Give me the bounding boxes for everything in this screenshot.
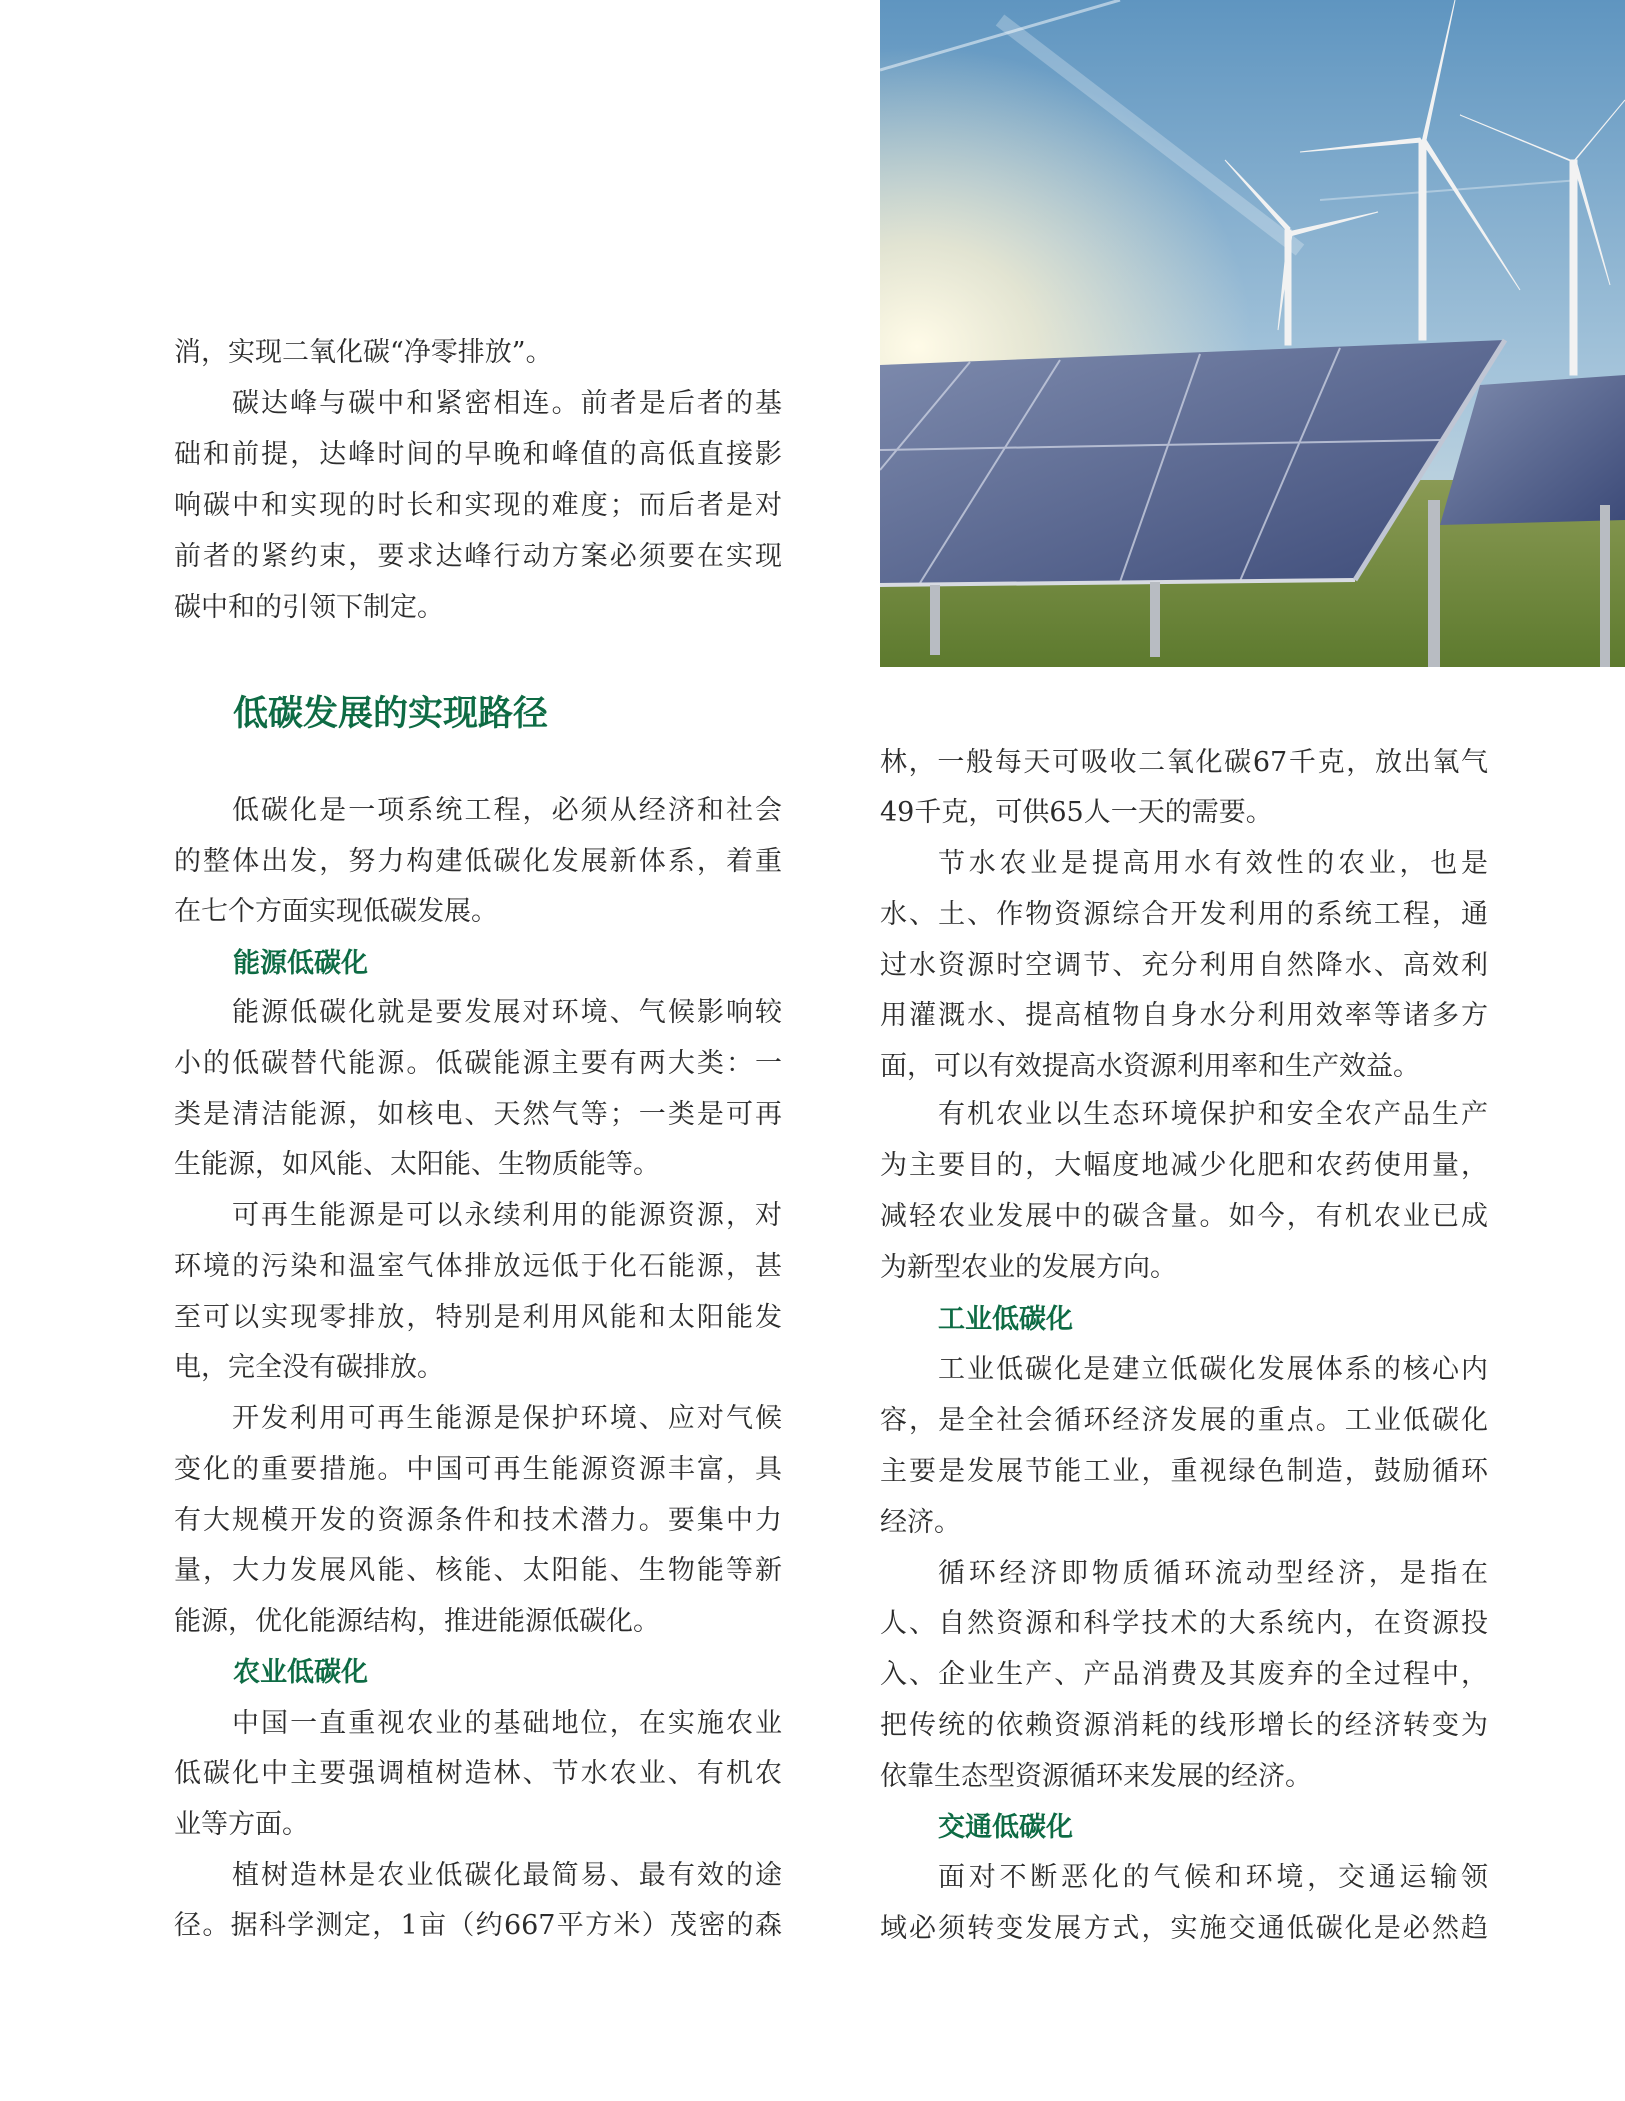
paragraph-line: 环境的污染和温室气体排放远低于化石能源，甚 xyxy=(174,1251,782,1282)
paragraph-line: 面，可以有效提高水资源利用率和生产效益。 xyxy=(880,1051,1420,1082)
paragraph-line: 面对不断恶化的气候和环境，交通运输领 xyxy=(938,1862,1488,1893)
subheading-agriculture: 农业低碳化 xyxy=(233,1657,368,1688)
paragraph-line: 础和前提，达峰时间的早晚和峰值的高低直接影 xyxy=(174,439,782,470)
paragraph-line: 为新型农业的发展方向。 xyxy=(880,1252,1177,1283)
paragraph-line: 类是清洁能源，如核电、天然气等；一类是可再 xyxy=(174,1099,782,1130)
paragraph-line: 碳中和的引领下制定。 xyxy=(174,592,444,623)
paragraph-line: 经济。 xyxy=(880,1507,961,1538)
paragraph-line: 入、企业生产、产品消费及其废弃的全过程中， xyxy=(880,1659,1488,1690)
paragraph-line: 至可以实现零排放，特别是利用风能和太阳能发 xyxy=(174,1302,782,1333)
paragraph-line: 用灌溉水、提高植物自身水分利用效率等诸多方 xyxy=(880,1000,1488,1031)
paragraph-line: 有大规模开发的资源条件和技术潜力。要集中力 xyxy=(174,1505,782,1536)
paragraph-line: 能源，优化能源结构，推进能源低碳化。 xyxy=(174,1606,660,1637)
paragraph-line: 主要是发展节能工业，重视绿色制造，鼓励循环 xyxy=(880,1456,1488,1487)
paragraph-line: 电，完全没有碳排放。 xyxy=(174,1352,444,1383)
paragraph-line: 过水资源时空调节、充分利用自然降水、高效利 xyxy=(880,950,1488,981)
paragraph-line: 响碳中和实现的时长和实现的难度；而后者是对 xyxy=(174,490,782,521)
paragraph-line: 业等方面。 xyxy=(174,1809,309,1840)
paragraph-line: 为主要目的，大幅度地减少化肥和农药使用量， xyxy=(880,1150,1488,1181)
paragraph-line: 生能源，如风能、太阳能、生物质能等。 xyxy=(174,1149,660,1180)
paragraph-line: 人、自然资源和科学技术的大系统内，在资源投 xyxy=(880,1608,1488,1639)
paragraph-line: 植树造林是农业低碳化最简易、最有效的途 xyxy=(232,1860,782,1891)
paragraph-line: 中国一直重视农业的基础地位，在实施农业 xyxy=(232,1708,782,1739)
paragraph-line: 循环经济即物质循环流动型经济，是指在 xyxy=(938,1558,1488,1589)
paragraph-line: 变化的重要措施。中国可再生能源资源丰富，具 xyxy=(174,1454,782,1485)
paragraph-line: 低碳化中主要强调植树造林、节水农业、有机农 xyxy=(174,1758,782,1789)
paragraph-line: 碳达峰与碳中和紧密相连。前者是后者的基 xyxy=(232,388,782,419)
subheading-transport: 交通低碳化 xyxy=(938,1812,1073,1843)
paragraph-line: 小的低碳替代能源。低碳能源主要有两大类：一 xyxy=(174,1048,782,1079)
paragraph-line: 减轻农业发展中的碳含量。如今，有机农业已成 xyxy=(880,1201,1488,1232)
paragraph-line: 水、土、作物资源综合开发利用的系统工程，通 xyxy=(880,899,1488,930)
paragraph-line: 消，实现二氧化碳“净零排放”。 xyxy=(174,337,553,368)
paragraph-line: 容，是全社会循环经济发展的重点。工业低碳化 xyxy=(880,1405,1488,1436)
paragraph-line: 前者的紧约束，要求达峰行动方案必须要在实现 xyxy=(174,541,782,572)
paragraph-line: 有机农业以生态环境保护和安全农产品生产 xyxy=(938,1099,1488,1130)
paragraph-line: 49千克，可供65人一天的需要。 xyxy=(880,797,1273,828)
section-title: 低碳发展的实现路径 xyxy=(233,694,549,734)
paragraph-line: 能源低碳化就是要发展对环境、气候影响较 xyxy=(232,997,782,1028)
paragraph-line: 依靠生态型资源循环来发展的经济。 xyxy=(880,1761,1312,1792)
paragraph-line: 域必须转变发展方式，实施交通低碳化是必然趋 xyxy=(880,1913,1488,1944)
landscape-illustration xyxy=(880,0,1625,667)
paragraph-line: 在七个方面实现低碳发展。 xyxy=(174,896,498,927)
paragraph-line: 开发利用可再生能源是保护环境、应对气候 xyxy=(232,1403,782,1434)
paragraph-line: 工业低碳化是建立低碳化发展体系的核心内 xyxy=(938,1354,1488,1385)
paragraph-line: 径。据科学测定，1亩（约667平方米）茂密的森 xyxy=(174,1910,782,1941)
paragraph-line: 量，大力发展风能、核能、太阳能、生物能等新 xyxy=(174,1555,782,1586)
paragraph-line: 低碳化是一项系统工程，必须从经济和社会 xyxy=(232,795,782,826)
subheading-industry: 工业低碳化 xyxy=(938,1304,1073,1335)
paragraph-line: 可再生能源是可以永续利用的能源资源，对 xyxy=(232,1200,782,1231)
solar-wind-photo xyxy=(880,0,1625,667)
subheading-energy: 能源低碳化 xyxy=(233,948,368,979)
paragraph-line: 节水农业是提高用水有效性的农业，也是 xyxy=(938,848,1488,879)
paragraph-line: 的整体出发，努力构建低碳化发展新体系，着重 xyxy=(174,846,782,877)
paragraph-line: 林，一般每天可吸收二氧化碳67千克，放出氧气 xyxy=(880,747,1488,778)
paragraph-line: 把传统的依赖资源消耗的线形增长的经济转变为 xyxy=(880,1710,1488,1741)
